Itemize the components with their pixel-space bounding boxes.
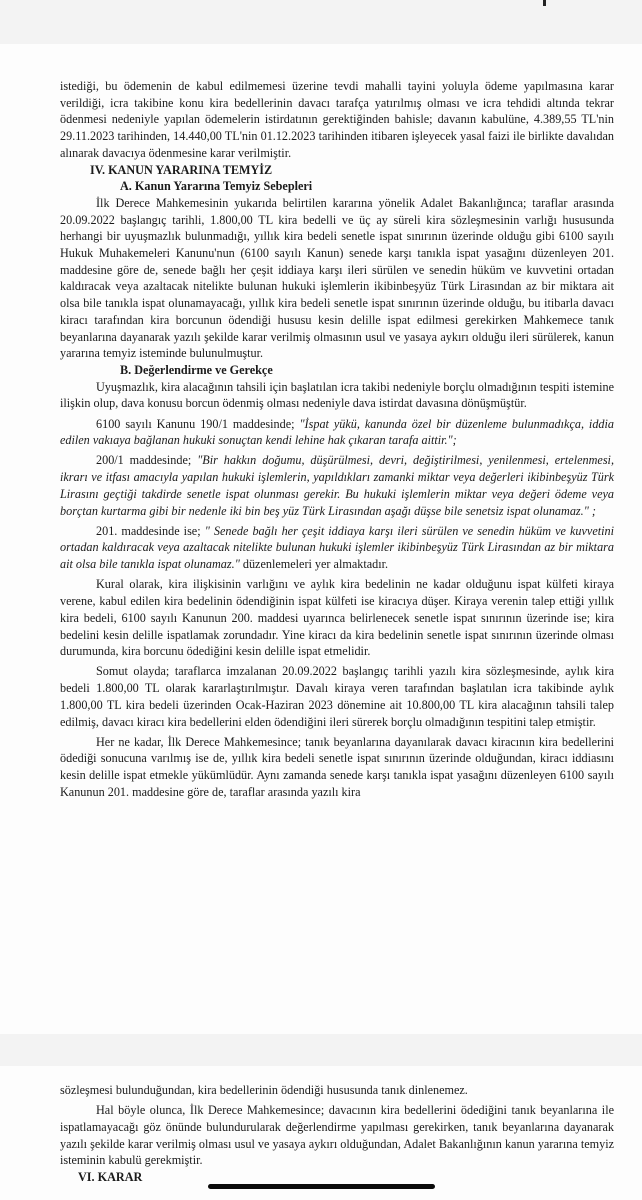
paragraph-b2-quote: "İspat yükü, kanunda özel bir düzenleme bulunmadıkça, iddia edilen vakıaya bağlanan hukuki sonuçtan kendi lehine hak çıkaran tarafa aittir.";: [60, 416, 614, 448]
paragraph-b7: Her ne kadar, İlk Derece Mahkemesince; tanık beyanlarına dayanılarak davacı kiracının kira bedellerini ödediği sonucuna varılmış ise de, yıllık kira bedeli senetle ispat sınırının üzerinde olduğundan, kiracı iddiasını kesin delille ispat etmekle yükümlüdür. Aynı zamanda senede karşı tanıkla ispat yasağını düzenleyen 6100 sayılı Kanunun 201. maddesine göre de, taraflar arasında yazılı kira: [60, 734, 614, 799]
paragraph-b1: Uyuşmazlık, kira alacağının tahsili için başlatılan icra takibi nedeniyle borçlu olmadığının tespiti istemine ilişkin olup, dava konusu borcun ödenmiş olması nedeniyle dava istirdat davasına dönüşmüştür.: [60, 379, 614, 411]
paragraph-a: İlk Derece Mahkemesinin yukarıda belirtilen kararına yönelik Adalet Bakanlığınca; taraflar arasında 20.09.2022 başlangıç tarihli, 1.800,00 TL kira bedelli ve üç ay süreli kira sözleşmesinin varlığı hususunda herhangi bir uyuşmazlık bulunmadığı, yıllık kira bedeli senetle ispat sınırının üzerinde olduğu gibi 6100 sayılı Hukuk Muhakemeleri Kanunu'nun (6100 sayılı Kanun) senede karşı tanıkla ispat yasağını düzenleyen 201. maddesine göre de, senede bağlı her çeşit iddiaya karşı ileri sürülen ve senedin hüküm ve kuvvetini ortadan kaldıracak veya azaltacak nitelikte bulunan hukuki işlemlerin ikibinbeşyüz Türk Lirasından az bir miktara ait olsa bile tanıkla ispat olunamayacağı, yıllık kira bedeli senetle ispat sınırının üzerinde olduğu, bu itibarla davacı kiracı tarafından kira borcunun ödendiği hususu kesin delille ispat edilmesi gerekirken Mahkemece tanık beyanlarına dayanarak yazılı şekilde karar verilmiş olmasının usul ve yasaya aykırı olduğu ileri sürülerek, kanun yararına temyiz isteminde bulunulmuştur.: [60, 195, 614, 361]
paragraph-b2: [60, 416, 614, 449]
paragraph-b4-lead: 201. maddesinde ise;: [96, 523, 205, 538]
page-2-content: [60, 1082, 614, 1186]
paragraph-b2-lead: 6100 sayılı Kanunu 190/1 maddesinde;: [96, 416, 300, 431]
paragraph-b4-quote: " Senede bağlı her çeşit iddiaya karşı ileri sürülen ve senedin hüküm ve kuvvetini ortadan kaldıracak veya azaltacak nitelikte bulunan hukuki işlemler ikibinbeşyüz Türk Lirasından az bir miktara ait olsa bile tanıkla ispat olunamaz.": [60, 523, 614, 572]
home-indicator[interactable]: [208, 1184, 435, 1189]
intro-paragraph: istediği, bu ödemenin de kabul edilmemesi üzerine tevdi mahalli tayini yoluyla ödeme yapılmasına karar verildiği, icra takibine konu kira bedellerinin davacı tarafça yatırılmış olması ve icra tehdidi altında tekrar ödenmesi nedeniyle yapılan ödemelerin istirdatının gerektiğinden bahisle; davanın kabulüne, 4.389,55 TL'nin 29.11.2023 tarihinden, 14.440,00 TL'nin 01.12.2023 tarihinden itibaren işleyecek yasal faizi ile birlikte davalıdan alınarak davacıya ödenmesine karar verilmiştir.: [60, 79, 614, 160]
continued-paragraph: sözleşmesi bulunduğundan, kira bedellerinin ödendiği hususunda tanık dinlenemez.: [60, 1083, 468, 1097]
subsection-heading-a: A. Kanun Yararına Temyiz Sebepleri: [120, 179, 313, 194]
section-heading-iv: IV. KANUN YARARINA TEMYİZ: [90, 162, 273, 177]
paragraph-b4-tail: düzenlemeleri yer almaktadır.: [239, 557, 389, 572]
paragraph-b3-quote: "Bir hakkın doğumu, düşürülmesi, devri, değiştirilmesi, yenilenmesi, ertelenmesi, ikrarı ve itfası amacıyla yapılan hukuki işlemlerin, yapıldıkları zamanki miktar veya değerleri ikibinbeşyüz Türk Lirasını geçtiği takdirde senetle ispat olunması gerekir. Bu hukuki işlemlerin miktar veya değeri ödeme veya borçtan kurtarma gibi bir nedenle iki bin beş yüz Türk Lirasından aşağı düşse bile senetsiz ispat olunamaz." ;: [60, 453, 614, 518]
paragraph-b4: [60, 523, 614, 573]
document-page-2: [0, 1066, 642, 1200]
page-1-content: [60, 78, 614, 801]
paragraph-b3-lead: 200/1 maddesinde;: [96, 453, 198, 468]
subsection-heading-b: B. Değerlendirme ve Gerekçe: [120, 362, 273, 377]
section-heading-vi: VI. KARAR: [78, 1170, 143, 1185]
paragraph-b5: Kural olarak, kira ilişkisinin varlığını ve aylık kira bedelinin ne kadar olduğunu ispat külfeti kiraya verene, kabul edilen kira bedelinin ödendiğinin ispat külfeti ise kiracıya düşer. Kiraya verenin talep ettiği yıllık kira bedeli, 6100 sayılı Kanunun 200. maddesi uyarınca belirlenecek senetle ispat sınırının üzerinde ise; kira bedelini kesin delille ispatlamak zorundadır. Yine kiracı da kira bedelinin senetle ispat sınırının üzerinde olması durumunda, kira borcunu ödediğini kesin delille ispat etmelidir.: [60, 577, 614, 659]
paragraph-b3: [60, 452, 614, 519]
document-page-1: [0, 44, 642, 1034]
status-bar-mark: [543, 0, 546, 6]
final-paragraph: Hal böyle olunca, İlk Derece Mahkemesince; davacının kira bedellerini ödediğini tanık beyanlarına ile ispatlamayacağı göz önünde bulundurularak değerlendirme yapılması gerekirken, tanık beyanlarına dayanarak yazılı şekilde karar verilmiş olması usul ve yasaya aykırı olduğundan, Adalet Bakanlığının kanun yararına temyiz isteminin kabulü gerekmiştir.: [60, 1103, 614, 1168]
paragraph-b6: Somut olayda; taraflarca imzalanan 20.09.2022 başlangıç tarihli yazılı kira sözleşmesinde, aylık kira bedeli 1.800,00 TL olarak kararlaştırılmıştır. Davalı kiraya veren tarafından başlatılan icra takibinde aylık 1.800,00 TL kira bedeli üzerinden Ocak-Haziran 2023 dönemine ait 10.800,00 TL kira alacağının tahsili talep edilmiş, davacı kiracı kira bedellerini elden ödendiğini ileri sürerek borçlu olmadığının tespitini talep etmiştir.: [60, 664, 614, 729]
